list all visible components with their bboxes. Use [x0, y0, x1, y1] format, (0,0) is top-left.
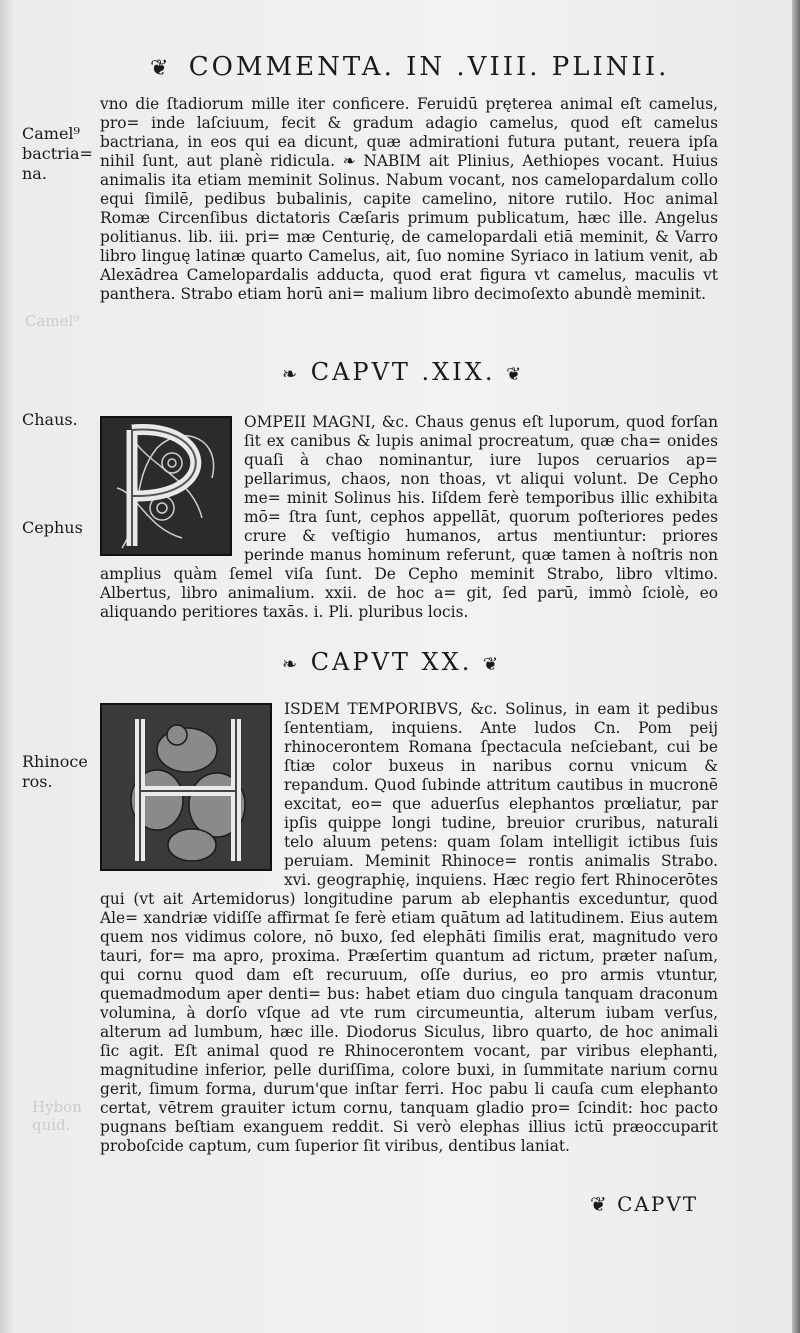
chapter-title: CAPVT XX.: [310, 648, 473, 676]
chapter-title: CAPVT .XIX.: [310, 358, 496, 386]
paragraph-text: vno die ſtadiorum mille iter conficere. Feruidū pręterea animal eſt camelus, pro= inde laſciuum, fecit & gradum adagio camelus, quod eſt camelus bactriana, in eos qui ea dicunt, quæ admirationi futura putant, reuera ipſa nihil ſunt, aut planè ridicula. ❧ NABIM ait Plinius, Aethiopes vocant. Huius animalis ita etiam meminit Solinus. Nabum vocant, nos camelopardalum collo equi ſimilē, pedibus bubalinis, capite camelino, nitore rutilo. Hoc animal Romæ Circenſibus dictatoris Cæſaris primum publicatum, hæc ille. Angelus politianus. lib. iii. pri= mæ Centurię, de camelopardali etiā meminit, & Varro libro linguę latinæ quarto Camelus, ait, ſuo nomine Syriaco in latium venit, ab Alexādrea Camelopardalis adducta, quod erat figura vt camelus, maculis vt panthera. Strabo etiam horū ani= malium libro decimoſexto abundè meminit.: [100, 95, 718, 303]
marginal-note-cephus: Cephus: [22, 518, 83, 537]
running-header: [150, 52, 695, 82]
bleed-through-note: Camel⁹: [25, 312, 80, 330]
fleuron-icon: ❦: [483, 654, 502, 675]
marginal-note-camel: Camel⁹ bactria= na.: [22, 124, 93, 183]
commentary-paragraph: [100, 700, 718, 1156]
marginal-note-rhinoceros: Rhinoce ros.: [22, 752, 88, 791]
decorated-initial-i-icon: [100, 703, 272, 871]
decorated-initial-p-icon: [100, 416, 232, 556]
catchword-text: CAPVT: [617, 1192, 699, 1216]
commentary-paragraph: [100, 95, 718, 304]
paragraph-text: ISDEM TEMPORIBVS, &c. Solinus, in eam it pedibus ſententiam, inquiens. Ante ludos Cn. Pom peij rhinocerontem Romana ſpectacula neſciebant, cui be ſtiæ color buxeus in naribus cornu vnicum & repandum. Quod ſubinde attritum cautibus in mucronē excitat, eo= que aduerſus elephantos prœliatur, par ipſis quippe longi tudine, breuior cruribus, naturali telo aluum petens: quam ſolam intelligit ictibus ſuis peruiam. Meminit Rhinoce= rontis animalis Strabo. xvi. geographię, inquiens. Hæc regio fert Rhinocerōtes qui (vt ait Artemidorus) longitudine parum ab elephantis exceduntur, quod Ale= xandriæ vidiſſe affirmat ſe ferè etiam quātum ad latitudinem. Eius autem quem nos vidimus colore, nō buxo, ſed elephāti ſimilis erat, magnitudo vero tauri, for= ma apro, proxima. Præſertim quantum ad rictum, præter naſum, qui cornu quod dam eſt recuruum, oſſe durius, eo pro armis vtuntur, quemadmodum aper denti= bus: habet etiam duo cingula tanquam draconum volumina, à dorſo vſque ad vte rum circumeuntia, alterum iubam verſus, alterum ad lumbum, hæc ille. Diodorus Siculus, libro quarto, de hoc animali ſic agit. Eſt animal quod re Rhinocerontem vocant, par viribus elephanti, magnitudine inferior, pelle duriſſima, colore buxi, in ſummitate narium cornu gerit, ſimum forma, durum'que inſtar ferri. Hoc pabu li cauſa cum elephanto certat, vētrem grauiter ictum cornu, tanquam gladio pro= ſcindit: hoc pacto pugnans beſtiam exanguem reddit. Si verò elephas illius ictū præoccuparit proboſcide captum, cum ſuperior ſit viribus, dentibus laniat.: [100, 700, 718, 1155]
book-spine: [792, 0, 800, 1333]
chapter-heading-20: [282, 648, 501, 676]
fleuron-icon: ❦: [150, 56, 172, 81]
fleuron-icon: ❧: [282, 654, 301, 675]
bleed-through-note: Hybon quid.: [32, 1098, 82, 1134]
marginal-note-chaus: Chaus.: [22, 410, 78, 429]
fleuron-icon: ❦: [506, 364, 525, 385]
chapter-heading-19: [282, 358, 524, 386]
paragraph-text: OMPEII MAGNI, &c. Chaus genus eſt luporum, quod forſan ſit ex canibus & lupis animal procreatum, quæ cha= onides quaſi à chao nominantur, iure lupos ceruarios ap= pellarimus, chaos, non thoas, vt aliqui volunt. De Cepho me= minit Solinus his. Iiſdem ferè temporibus illic exhibita mō= ſtra ſunt, cephos appellāt, quorum poſteriores pedes crure & veſtigio humanos, artus mentiuntur: priores perinde manus hominum referunt, quæ tamen à noſtris non amplius quàm ſemel viſa ſunt. De Cepho meminit Strabo, libro vltimo. Albertus, libro animalium. xxii. de hoc a= git, ſed parū, immò ſciolè, eo aliquando peritiores taxās. i. Pli. pluribus locis.: [100, 413, 718, 621]
header-title: COMMENTA. IN .VIII. PLINII.: [188, 52, 670, 82]
fleuron-icon: ❦: [590, 1192, 609, 1216]
commentary-paragraph: [100, 413, 718, 622]
fleuron-icon: ❧: [282, 364, 301, 385]
catchword: [590, 1192, 698, 1216]
